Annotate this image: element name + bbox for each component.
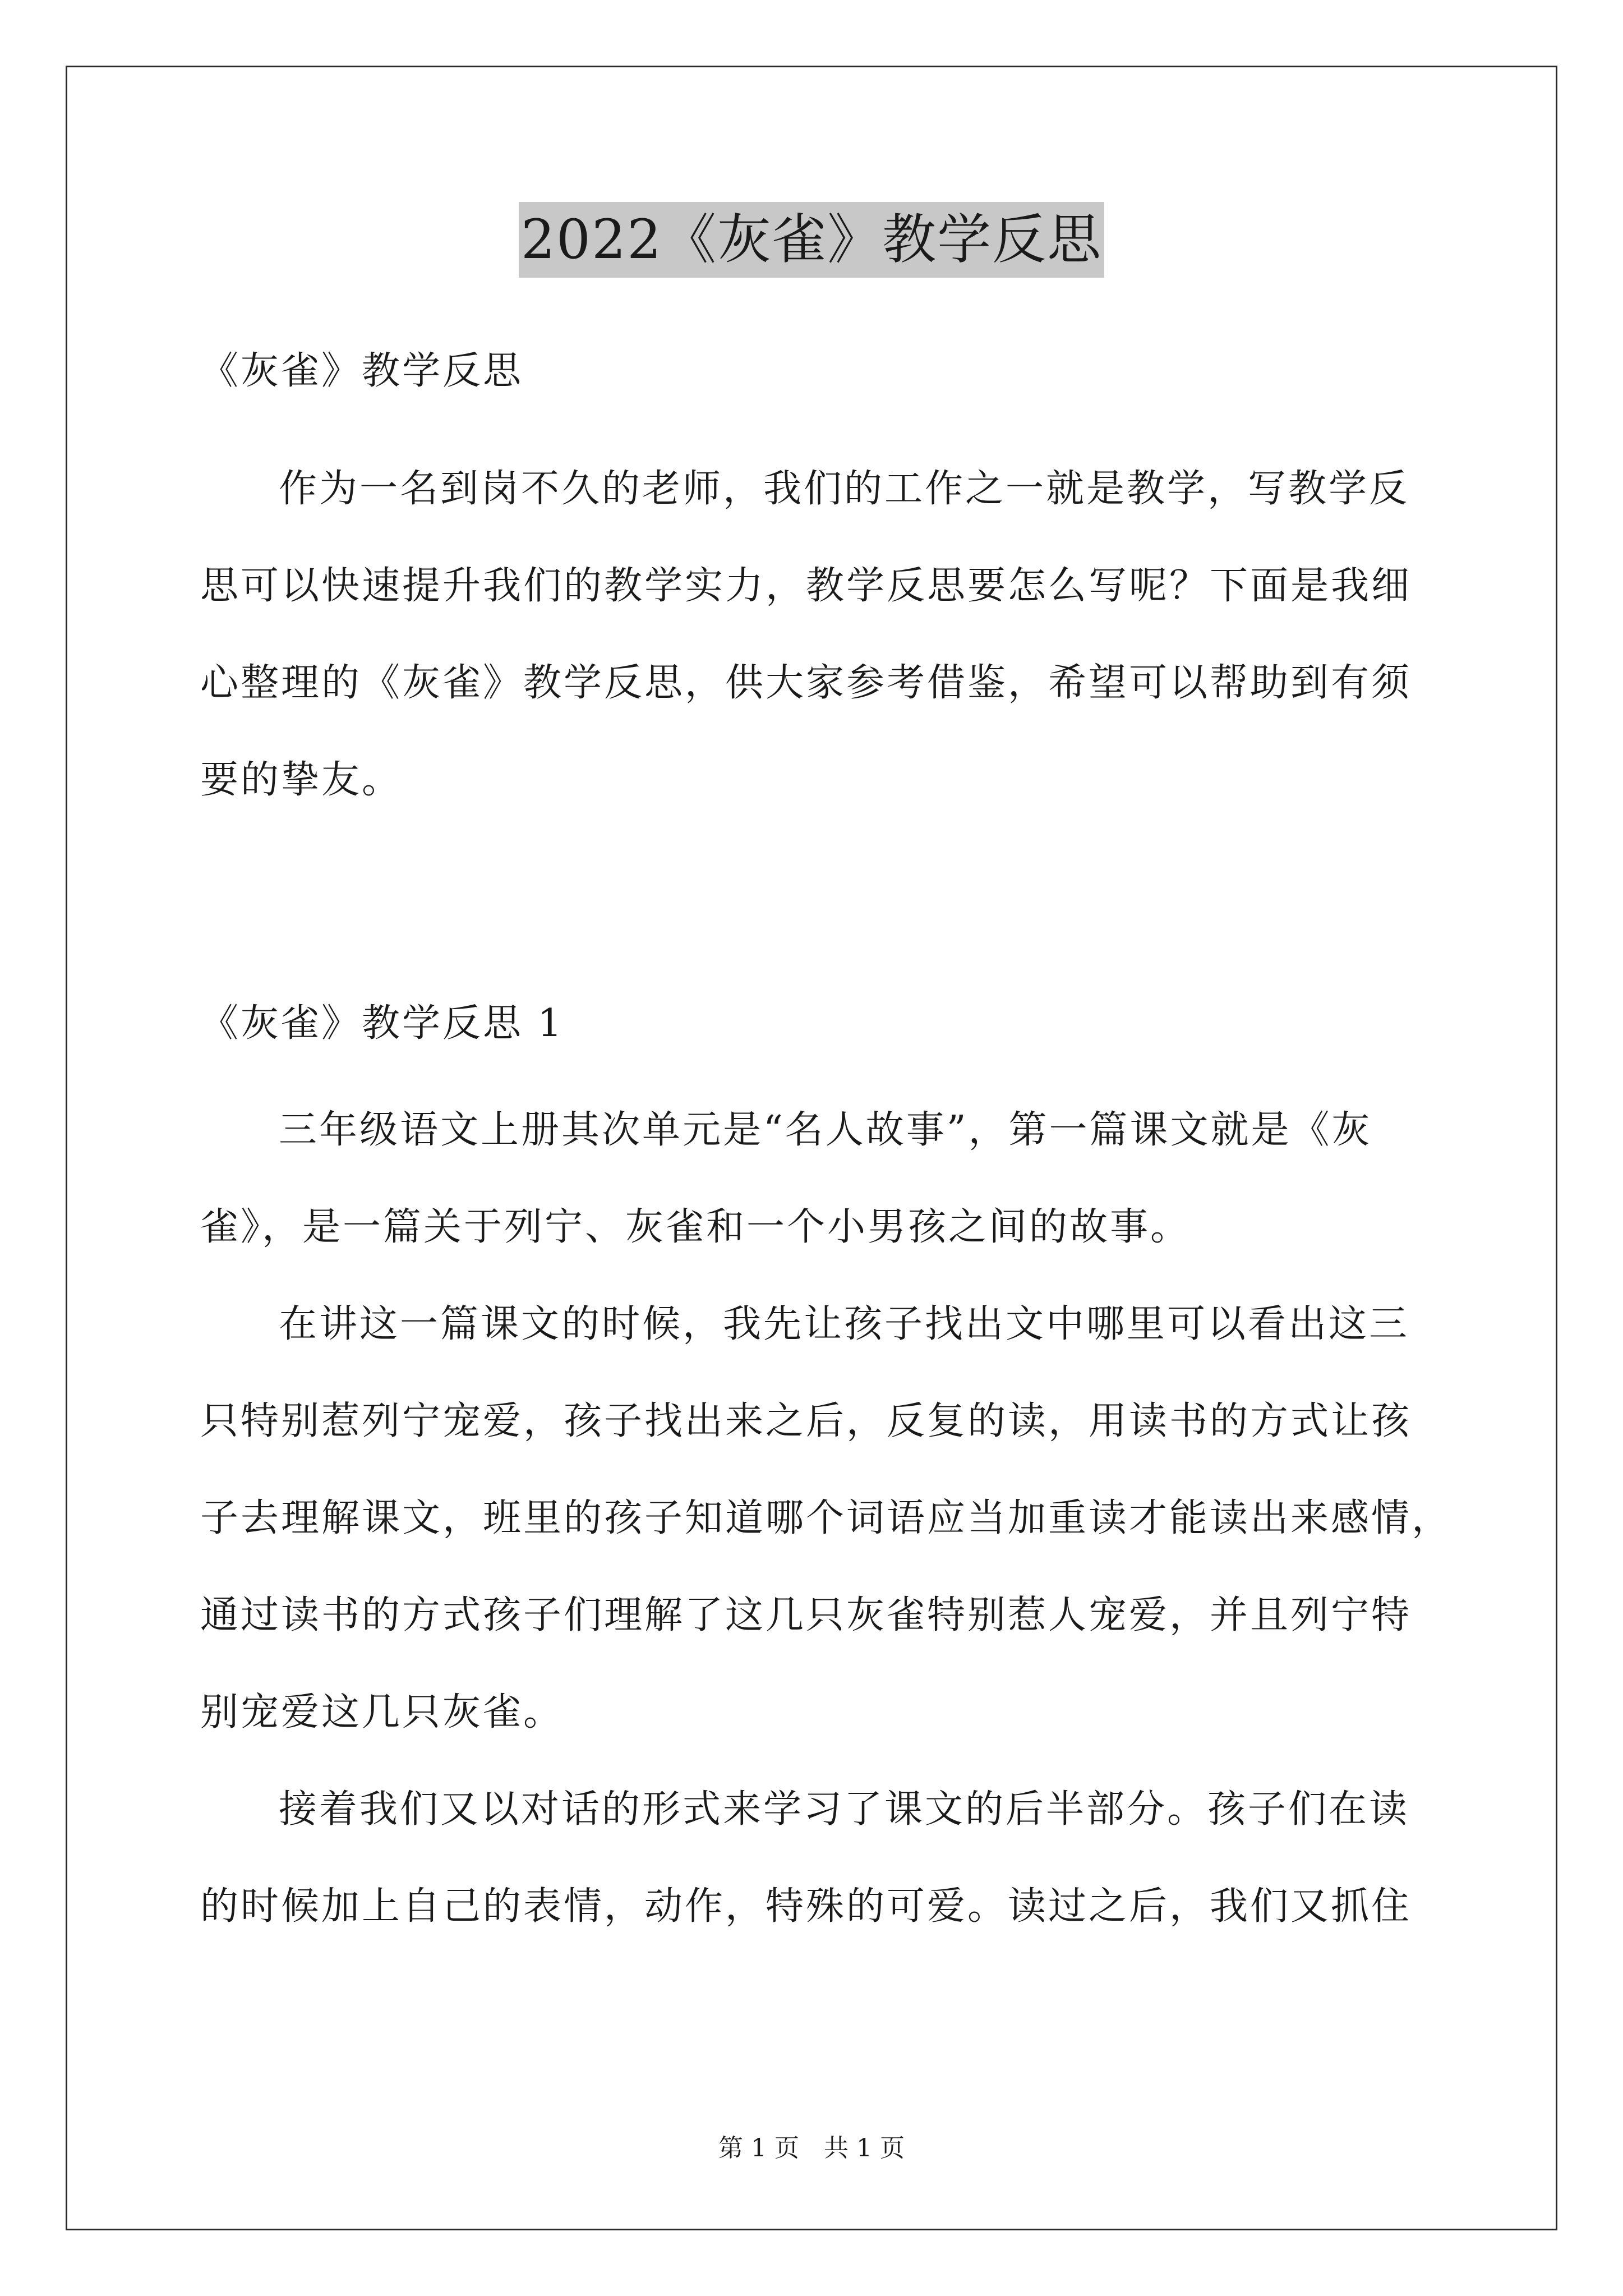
paragraph-line: 子去理解课文，班里的孩子知道哪个词语应当加重读才能读出来感情，: [200, 1496, 1453, 1540]
paragraph-line: 要的挚友。: [200, 758, 403, 802]
paragraph-line: 在讲这一篇课文的时候，我先让孩子找出文中哪里可以看出这三: [279, 1302, 1410, 1346]
paragraph-line: 心整理的《灰雀》教学反思，供大家参考借鉴，希望可以帮助到有须: [200, 661, 1412, 705]
paragraph-line: 三年级语文上册其次单元是“名人故事”，第一篇课文就是《灰: [279, 1108, 1372, 1152]
paragraph-line: 通过读书的方式孩子们理解了这几只灰雀特别惹人宠爱，并且列宁特: [200, 1593, 1412, 1637]
paragraph-line: 接着我们又以对话的形式来学习了课文的后半部分。孩子们在读: [279, 1787, 1410, 1832]
paragraph-line: 的时候加上自己的表情，动作，特殊的可爱。读过之后，我们又抓住: [200, 1884, 1412, 1929]
page-footer: 第 1 页 共 1 页: [718, 2134, 905, 2162]
paragraph-line: 思可以快速提升我们的教学实力，教学反思要怎么写呢？下面是我细: [200, 564, 1412, 608]
subtitle: 《灰雀》教学反思: [200, 349, 524, 393]
section-heading: 《灰雀》教学反思 1: [200, 1001, 564, 1046]
page-title: 2022《灰雀》教学反思: [519, 202, 1104, 278]
title-container: [0, 202, 1623, 278]
paragraph-line: 别宠爱这几只灰雀。: [200, 1690, 564, 1734]
paragraph-line: 作为一名到岗不久的老师，我们的工作之一就是教学，写教学反: [279, 467, 1410, 511]
paragraph-line: 雀》，是一篇关于列宁、灰雀和一个小男孩之间的故事。: [200, 1205, 1191, 1249]
paragraph-line: 只特别惹列宁宠爱，孩子找出来之后，反复的读，用读书的方式让孩: [200, 1399, 1412, 1443]
